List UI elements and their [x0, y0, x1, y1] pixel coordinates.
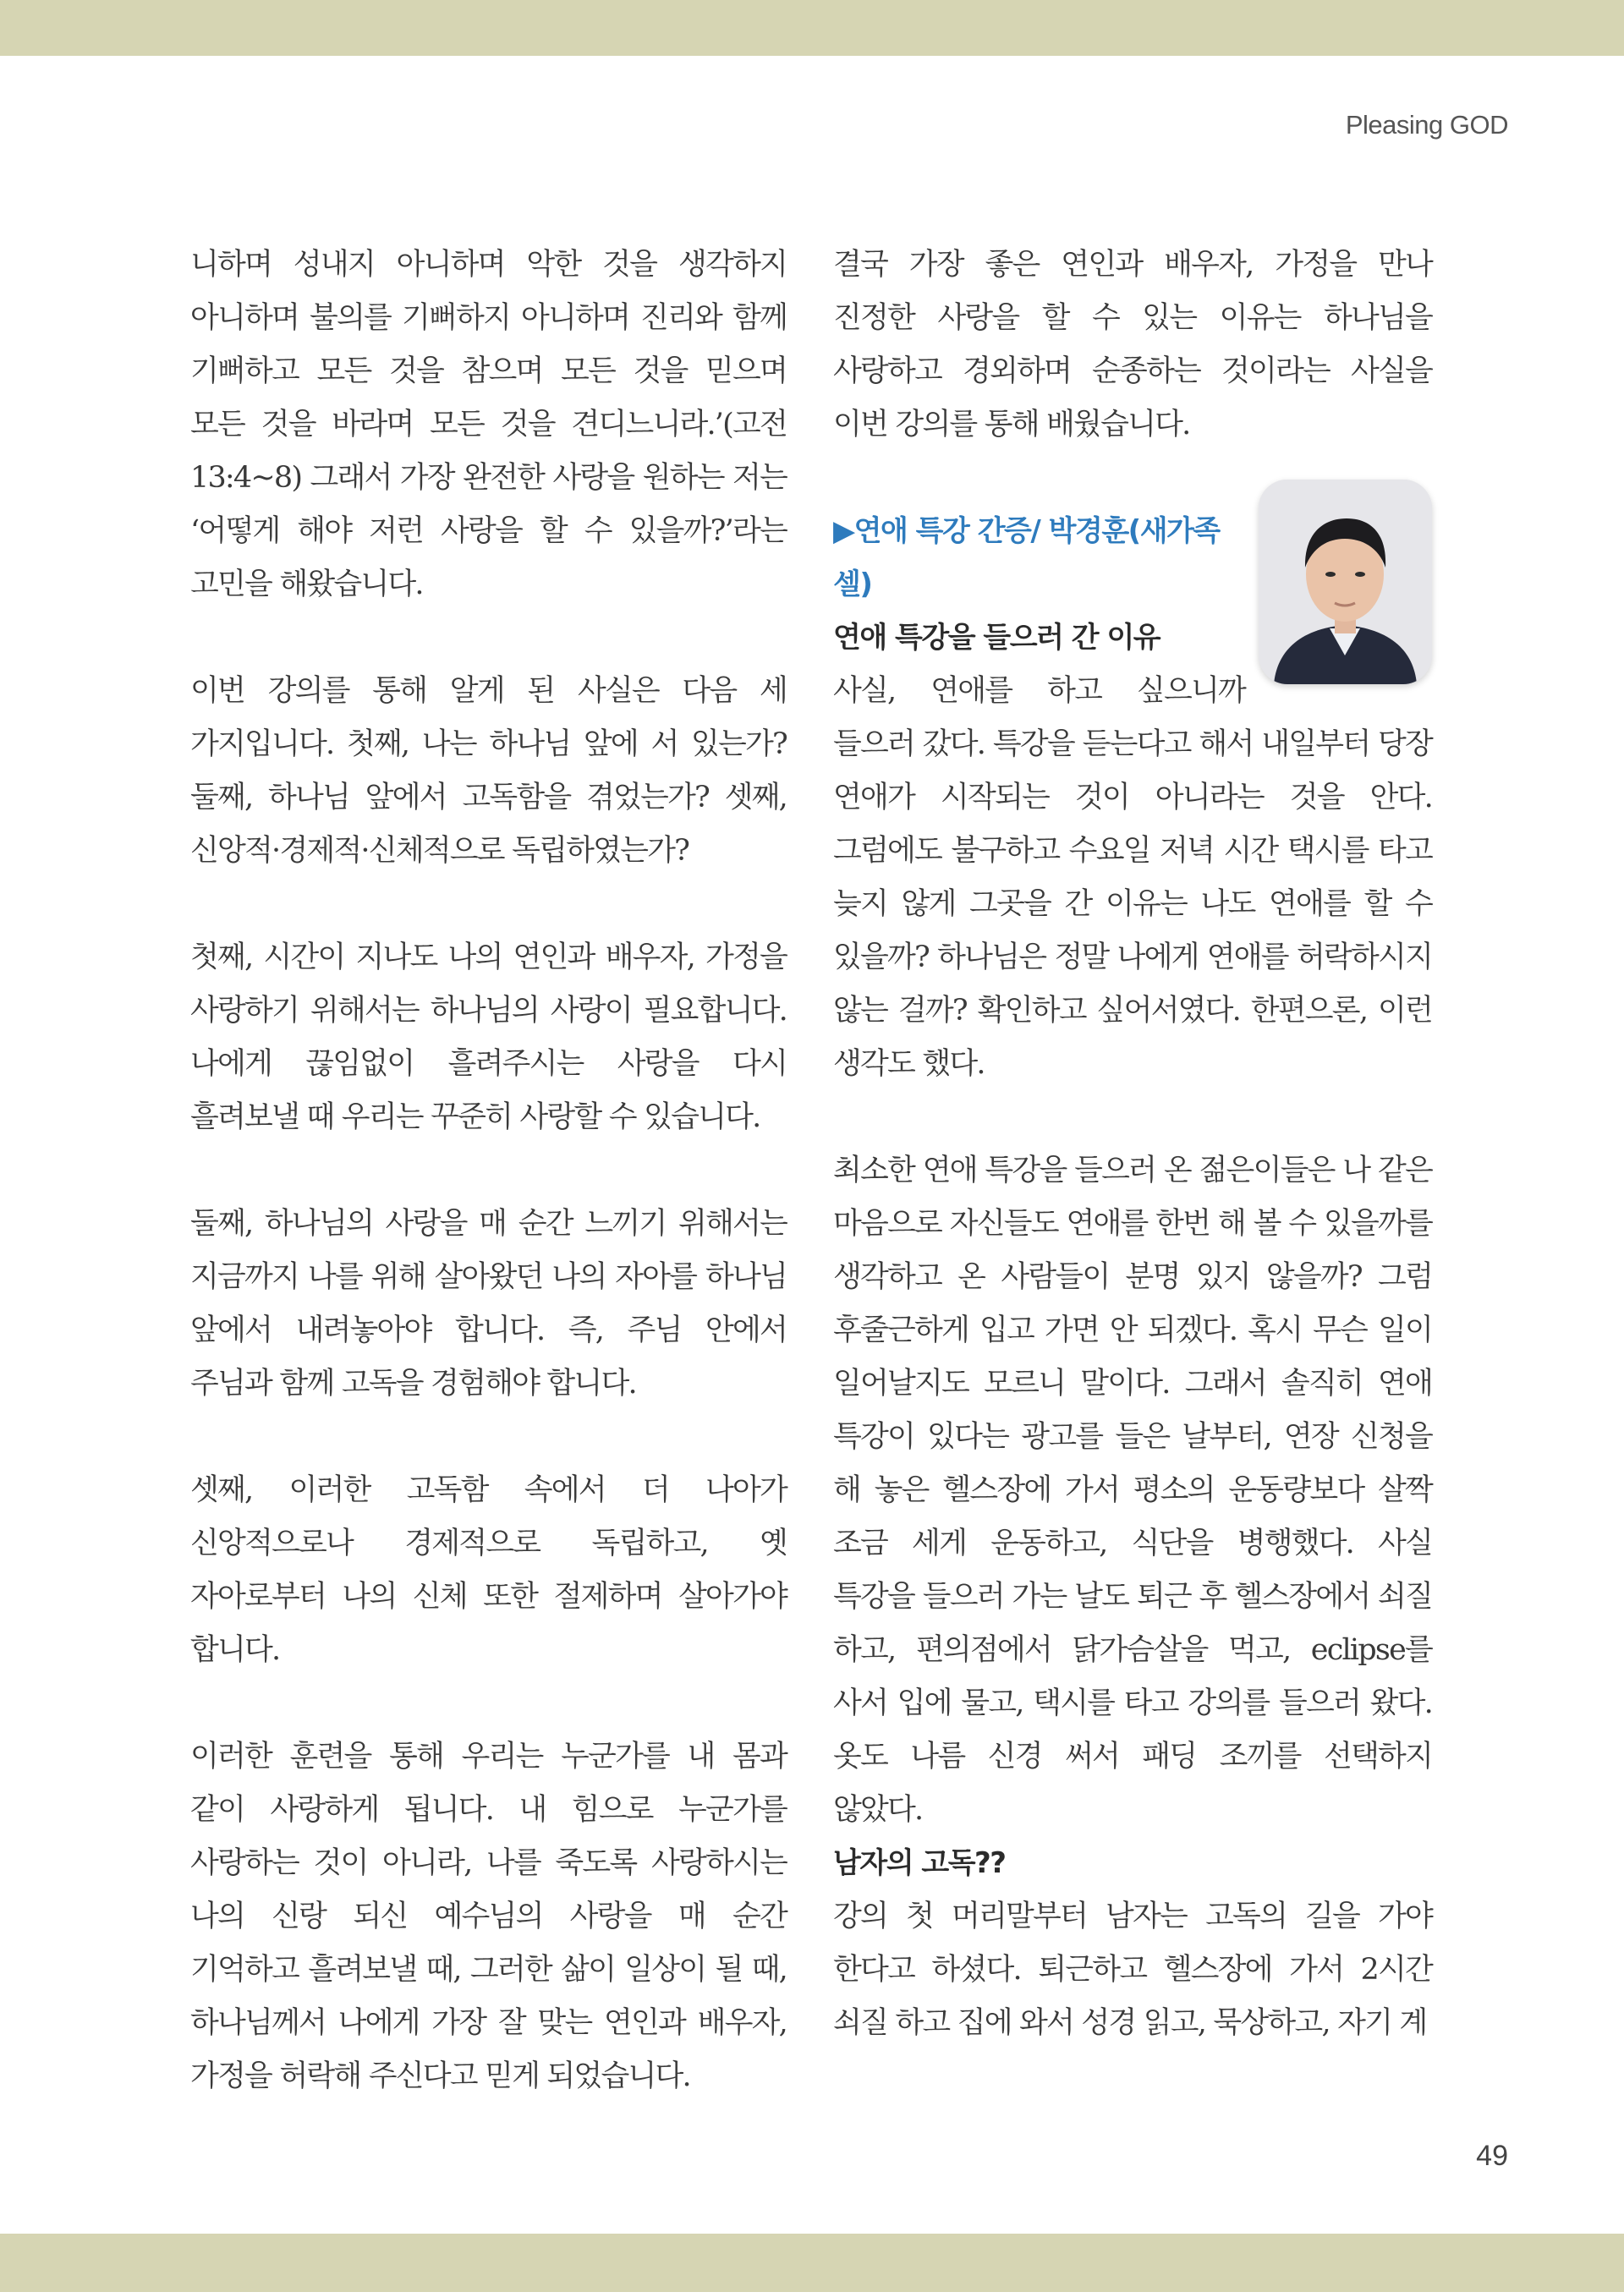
left-paragraph-6: 이러한 훈련을 통해 우리는 누군가를 내 몸과 같이 사랑하게 됩니다. 내 힘으로 누군가를 사랑하는 것이 아니라, 나를 죽도록 사랑하시는 나의 신랑 되신 예수님의 사랑을 매 순간 기억하고 흘려보낼 때, 그러한 삶이 일상이 될 때, 하나님께서 나에게 가장 잘 맞는 연인과 배우자, 가정을 허락해 주신다고 믿게 되었습니다.	[190, 1740, 787, 2093]
left-paragraph-1: 니하며 성내지 아니하며 악한 것을 생각하지 아니하며 불의를 기뻐하지 아니하며 진리와 함께 기뻐하고 모든 것을 참으며 모든 것을 믿으며 모든 것을 바라며 모든 것을 견디느니라.’(고전 13:4~8) 그래서 가장 완전한 사랑을 원하는 저는 ‘어떻게 해야 저런 사랑을 할 수 있을까?’라는 고민을 해왔습니다.	[190, 248, 787, 601]
right-intro-paragraph: 결국 가장 좋은 연인과 배우자, 가정을 만나 진정한 사랑을 할 수 있는 이유는 하나님을 사랑하고 경외하며 순종하는 것이라는 사실을 이번 강의를 통해 배웠습니다.	[833, 248, 1432, 441]
page-number: 49	[1476, 2140, 1508, 2172]
reason-subheading: 연애 특강을 들으러 간 이유	[833, 621, 1160, 655]
solitude-paragraph: 강의 첫 머리말부터 남자는 고독의 길을 가야 한다고 하셨다. 퇴근하고 헬스장에 가서 2시간 쇠질 하고 집에 와서 성경 읽고, 묵상하고, 자기 계	[833, 1900, 1432, 2040]
left-paragraph-3: 첫째, 시간이 지나도 나의 연인과 배우자, 가정을 사랑하기 위해서는 하나님의 사랑이 필요합니다. 나에게 끊임없이 흘려주시는 사랑을 다시 흘려보낼 때 우리는 꾸준히 사랑할 수 있습니다.	[190, 940, 787, 1134]
running-header: Pleasing GOD	[1345, 110, 1508, 140]
testimony-title: ▶연애 특강 간증/ 박경훈(새가족셀)	[833, 514, 1220, 601]
top-decorative-band	[0, 0, 1624, 56]
reason-paragraph: 사실, 연애를 하고 싶으니까 들으러 갔다. 특강을 듣는다고 해서 내일부터 당장 연애가 시작되는 것이 아니라는 것을 안다. 그럼에도 불구하고 수요일 저녁 시간 택시를 타고 늦지 않게 그곳을 간 이유는 나도 연애를 할 수 있을까? 하나님은 정말 나에게 연애를 허락하시지 않는 걸까? 확인하고 싶어서였다. 한편으론, 이런 생각도 했다.	[833, 674, 1432, 1081]
person-portrait-icon	[1259, 480, 1432, 684]
left-paragraph-4: 둘째, 하나님의 사랑을 매 순간 느끼기 위해서는 지금까지 나를 위해 살아왔던 나의 자아를 하나님 앞에서 내려놓아야 합니다. 즉, 주님 안에서 주님과 함께 고독을 경험해야 합니다.	[190, 1207, 787, 1401]
testimony-section	[833, 505, 1432, 1091]
right-paragraph-2: 최소한 연애 특강을 들으러 온 젊은이들은 나 같은 마음으로 자신들도 연애를 한번 해 볼 수 있을까를 생각하고 온 사람들이 분명 있지 않을까? 그럼 후줄근하게 입고 가면 안 되겠다. 혹시 무슨 일이 일어날지도 모르니 말이다. 그래서 솔직히 연애 특강이 있다는 광고를 들은 날부터, 연장 신청을 해 놓은 헬스장에 가서 평소의 운동량보다 살짝 조금 세게 운동하고, 식단을 병행했다. 사실 특강을 들으러 가는 날도 퇴근 후 헬스장에서 쇠질 하고, 편의점에서 닭가슴살을 먹고, eclipse를 사서 입에 물고, 택시를 타고 강의를 들으러 왔다. 옷도 나름 신경 써서 패딩 조끼를 선택하지 않았다.	[833, 1154, 1432, 1827]
bottom-decorative-band	[0, 2234, 1624, 2292]
right-column	[833, 239, 1432, 2050]
left-paragraph-2: 이번 강의를 통해 알게 된 사실은 다음 세 가지입니다. 첫째, 나는 하나님 앞에 서 있는가? 둘째, 하나님 앞에서 고독함을 겪었는가? 셋째, 신앙적·경제적·신체적으로 독립하였는가?	[190, 674, 787, 868]
left-column	[190, 239, 787, 2103]
solitude-subheading: 남자의 고독??	[833, 1846, 1006, 1880]
left-paragraph-5: 셋째, 이러한 고독함 속에서 더 나아가 신앙적으로나 경제적으로 독립하고, 옛 자아로부터 나의 신체 또한 절제하며 살아가야 합니다.	[190, 1473, 787, 1667]
